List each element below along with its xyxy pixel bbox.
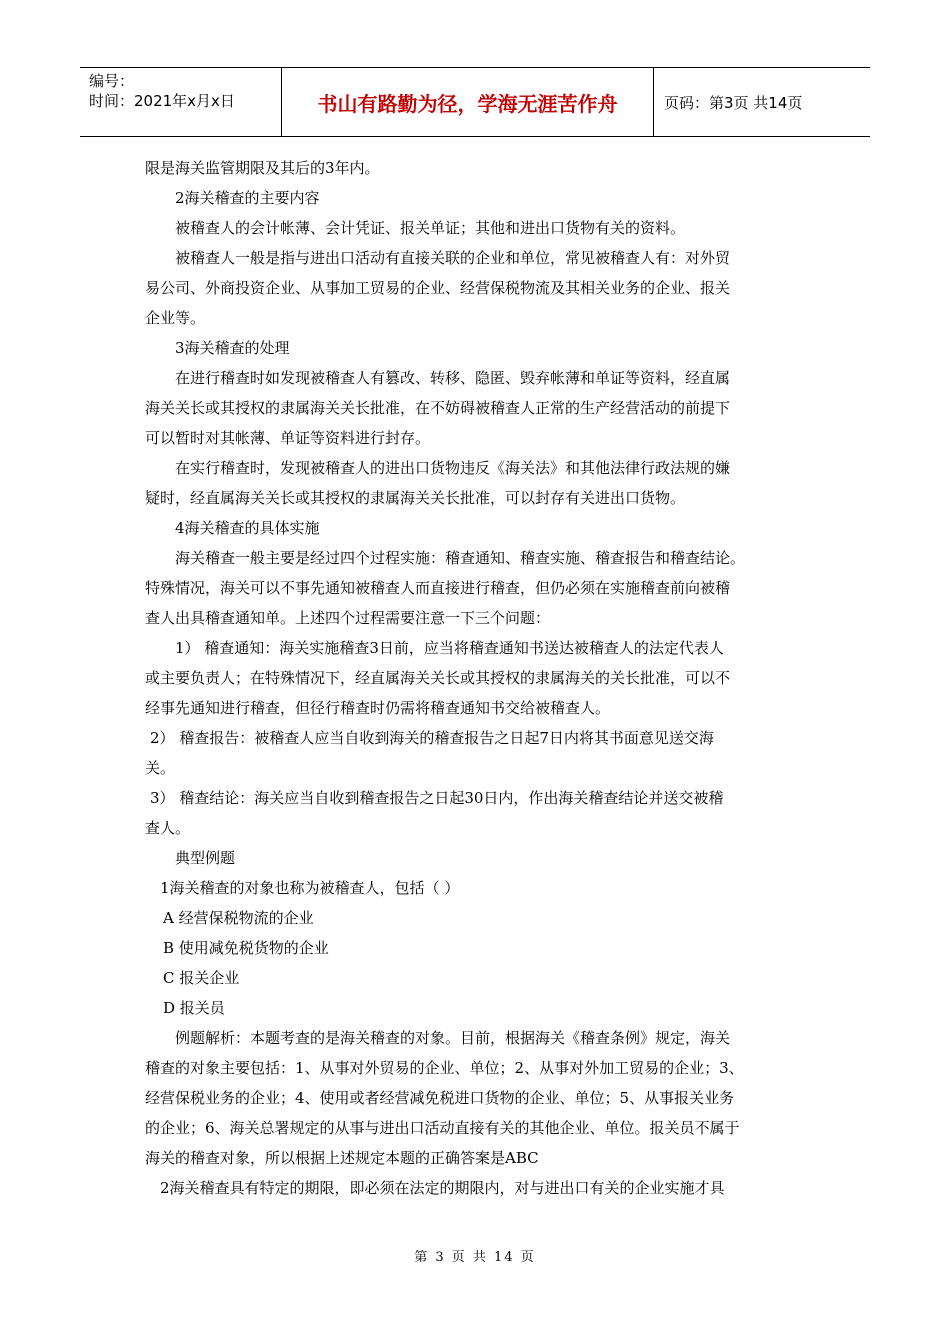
paragraph-line: 疑时，经直属海关关长或其授权的隶属海关关长批准，可以封存有关进出口货物。: [145, 489, 686, 507]
paragraph-line: 例题解析：本题考查的是海关稽查的对象。目前，根据海关《稽查条例》规定，海关: [175, 1029, 731, 1047]
paragraph-line: 的企业；6、海关总署规定的从事与进出口活动直接有关的其他企业、单位。报关员不属于: [145, 1119, 740, 1137]
paragraph-line: 海关关长或其授权的隶属海关关长批准，在不妨碍被稽查人正常的生产经营活动的前提下: [145, 399, 731, 417]
answer-option: A 经营保税物流的企业: [163, 909, 314, 927]
paragraph-line: 在实行稽查时，发现被稽查人的进出口货物违反《海关法》和其他法律行政法规的嫌: [175, 459, 731, 477]
question-line: 1海关稽查的对象也称为被稽查人，包括（ ）: [160, 879, 460, 897]
header-motto: 书山有路勤为径，学海无涯苦作舟: [282, 68, 654, 136]
page-header: [80, 67, 870, 137]
answer-option: C 报关企业: [163, 969, 240, 987]
list-item: 3） 稽查结论：海关应当自收到稽查报告之日起30日内，作出海关稽查结论并送交被稽: [150, 789, 724, 807]
document-date-label: 时间：2021年x月x日: [89, 92, 235, 110]
section-heading: 3海关稽查的处理: [175, 339, 290, 357]
paragraph-line: 在进行稽查时如发现被稽查人有篡改、转移、隐匿、毁弃帐薄和单证等资料，经直属: [175, 369, 731, 387]
paragraph-line: 可以暂时对其帐薄、单证等资料进行封存。: [145, 429, 431, 447]
paragraph-line: 查人出具稽查通知单。上述四个过程需要注意一下三个问题：: [145, 609, 551, 627]
page-footer: 第 3 页 共 14 页: [414, 1250, 536, 1265]
answer-option: B 使用减免税货物的企业: [163, 939, 329, 957]
header-meta: [80, 68, 282, 136]
list-item: 1） 稽查通知：海关实施稽查3日前，应当将稽查通知书送达被稽查人的法定代表人: [175, 639, 724, 657]
list-item: 2） 稽查报告：被稽查人应当自收到海关的稽查报告之日起7日内将其书面意见送交海: [150, 729, 714, 747]
paragraph-line: 海关的稽查对象，所以根据上述规定本题的正确答案是ABC: [145, 1149, 539, 1167]
paragraph-line: 经营保税业务的企业；4、使用或者经营减免税进口货物的企业、单位；5、从事报关业务: [145, 1089, 735, 1107]
question-line: 2海关稽查具有特定的期限，即必须在法定的期限内，对与进出口有关的企业实施才具: [160, 1179, 725, 1197]
header-page-number: 页码：第3页 共14页: [664, 93, 803, 112]
section-heading: 2海关稽查的主要内容: [175, 189, 320, 207]
paragraph-line: 查人。: [145, 819, 191, 837]
answer-option: D 报关员: [163, 999, 225, 1017]
paragraph-line: 易公司、外商投资企业、从事加工贸易的企业、经营保税物流及其相关业务的企业、报关: [145, 279, 731, 297]
paragraph-line: 稽查的对象主要包括：1、从事对外贸易的企业、单位；2、从事对外加工贸易的企业；3、: [145, 1059, 744, 1077]
paragraph-line: 被稽查人的会计帐薄、会计凭证、报关单证；其他和进出口货物有关的资料。: [175, 219, 686, 237]
document-body: [145, 153, 815, 1203]
paragraph-line: 经事先通知进行稽查，但径行稽查时仍需将稽查通知书交给被稽查人。: [145, 699, 611, 717]
paragraph-line: 海关稽查一般主要是经过四个过程实施：稽查通知、稽查实施、稽查报告和稽查结论。: [175, 549, 746, 567]
paragraph-line: 或主要负责人；在特殊情况下，经直属海关关长或其授权的隶属海关的关长批准，可以不: [145, 669, 731, 687]
section-heading: 典型例题: [175, 849, 236, 867]
paragraph-line: 关。: [145, 759, 176, 777]
paragraph-line: 企业等。: [145, 309, 206, 327]
section-heading: 4海关稽查的具体实施: [175, 519, 320, 537]
paragraph-line: 被稽查人一般是指与进出口活动有直接关联的企业和单位，常见被稽查人有：对外贸: [175, 249, 731, 267]
document-code-label: 编号：: [89, 72, 135, 90]
paragraph-line: 特殊情况，海关可以不事先通知被稽查人而直接进行稽查，但仍必须在实施稽查前向被稽: [145, 579, 731, 597]
paragraph-line: 限是海关监管期限及其后的3年内。: [145, 159, 380, 177]
